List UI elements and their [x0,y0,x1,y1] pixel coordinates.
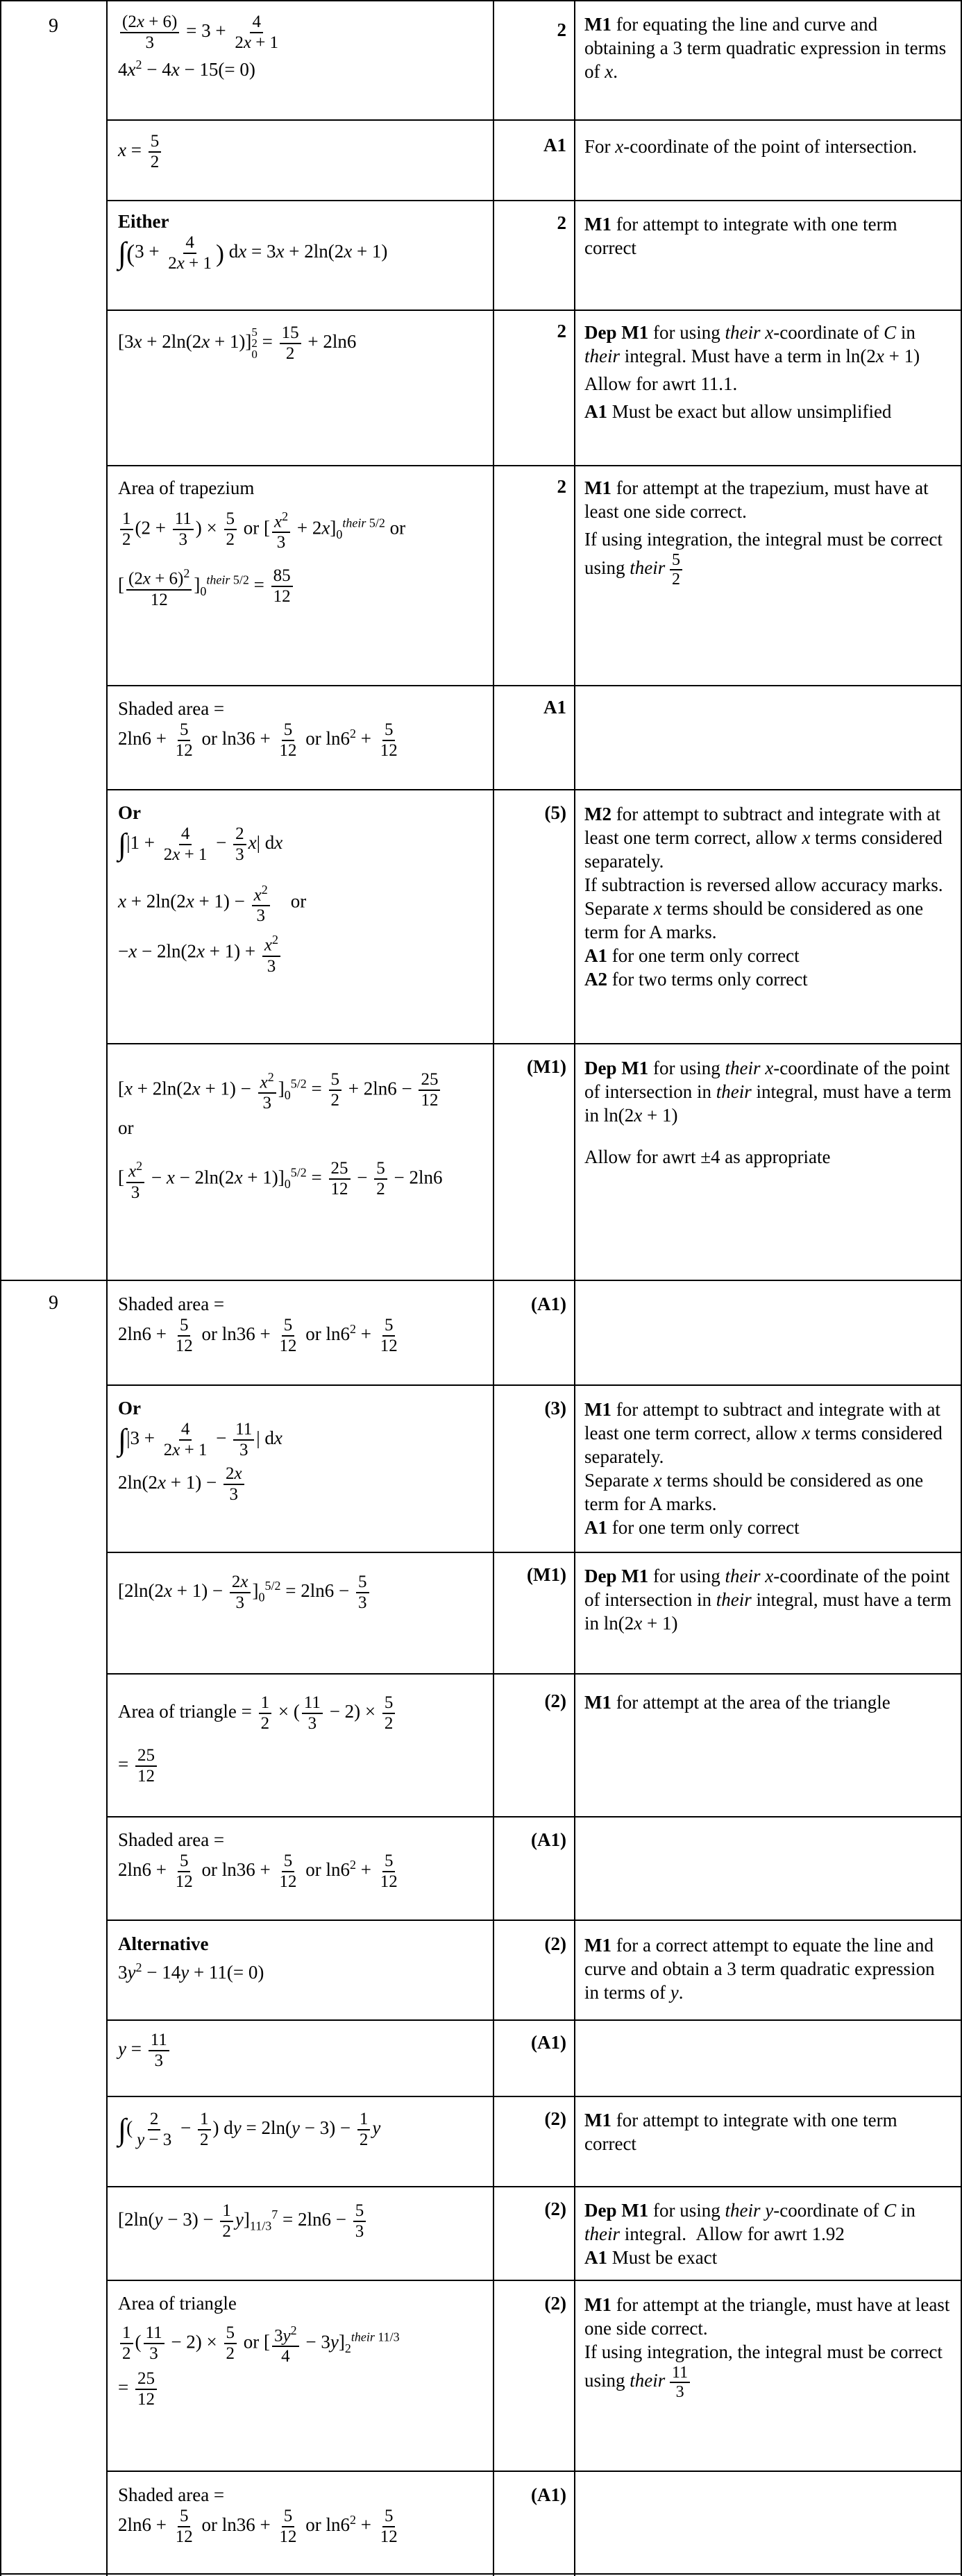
table-border [493,1281,494,2576]
row-divider [106,789,962,790]
guidance-cell: Dep M1 for using their y-coordinate of C in their integral. Allow for awrt 1.92 A1 Must be exact [584,2200,915,2268]
mark: (M1) [527,1056,566,1077]
working-cell: ∫( $\frac{2}{y - 3}$ − $\frac{1}{2}$ ) dy = 2ln(y − 3) − $\frac{1}{2}$ y [118,2110,381,2149]
mark: 2 [557,476,566,497]
mark: (2) [544,2293,566,2314]
mark: (A1) [531,2032,566,2053]
guidance-cell: M1 for attempt at the trapezium, must have at least one side correct. If using integration, the integral must be correct using their $\frac{5}{2}$ [584,477,943,588]
mark: (2) [544,1933,566,1954]
guidance-cell: Dep M1 for using their x-coordinate of the point of intersection in their integral, must have a term in ln(2x + 1) [584,1566,952,1634]
working-cell [118,12,486,81]
mark: (2) [544,2198,566,2219]
guidance-cell: M1 for a correct attempt to equate the line and curve and obtain a 3 term quadratic expression in terms of y. [584,1935,935,2003]
working-cell: Or ∫|1 + $\frac{4}{2x + 1}$ − $\frac{2}{3}$ x| dx x + 2ln(2x + 1) − $\frac{x^2}{3}$ or −x − 2ln(2x + 1) + $\frac{x^2}{3}$ [118,802,307,976]
table-border [106,0,108,1281]
working-cell: Area of trapezium $\frac{1}{2}$ (2 + $\frac{11}{3}$ ) × $\frac{5}{2}$ or [ $\frac{x^2}{3}$ + $2x]_0^{their 5/2}$ or [ $\frac{(2x + 6)^2}{12}$ ]$_0^{their 5/2}$ = $\frac{85}{12}$ [118,477,406,609]
row-divider [106,1552,962,1553]
guidance-cell: For x-coordinate of the point of intersection. [584,136,918,157]
row-divider [106,685,962,686]
mark: (A1) [531,1294,566,1314]
mark: (3) [544,1398,566,1418]
row-divider [106,1920,962,1921]
table-border-left [0,1281,1,2576]
guidance-cell: M1 for equating the line and curve and obtaining a 3 term quadratic expression in terms of x. [584,14,947,82]
equation: $4x^2 - 4x - 15(= 0)$ [118,58,255,80]
mark: (M1) [527,1564,566,1585]
row-divider [106,1816,962,1817]
guidance-cell: Dep M1 for using their x-coordinate of the point of intersection in their integral, must have a term in ln(2x + 1) Allow for awrt ±4 as appropriate [584,1058,952,1167]
equation: $\frac{(2x + 6)}{3}$ = 3 + $\frac{4}{2x + 1}$ [118,12,486,53]
table-border-top [0,0,962,1]
working-cell: Shaded area = 2ln6 + $\frac{5}{12}$ or ln36 + $\frac{5}{12}$ or $\ln 6^2$ + $\frac{5}{12}$ [118,698,398,760]
guidance-cell: M1 for attempt to subtract and integrate with at least one term correct, allow x terms considered separately. Separate x terms should be considered as one term for A marks. A1 for one term only correct [584,1399,943,1538]
question-number: 9 [49,15,58,37]
table-border [493,0,494,1281]
guidance-cell: Dep M1 for using their x-coordinate of C in their integral. Must have a term in ln(2x + 1) Allow for awrt 11.1. A1 Must be exact but allow unsimplified [584,322,920,422]
mark: A1 [543,697,566,718]
mark: 2 [557,321,566,341]
mark: 2 [557,212,566,233]
section-divider [0,1280,962,1281]
row-divider [106,2471,962,2472]
mark: (A1) [531,1829,566,1850]
working-cell: y = $\frac{11}{3}$ [118,2031,493,2071]
guidance-cell: M1 for attempt to integrate with one term correct [584,2110,897,2154]
row-divider [106,2019,962,2021]
mark: A1 [543,135,566,155]
mark: (2) [544,1690,566,1711]
row-divider [106,1043,962,1044]
table-border-bottom [0,2573,962,2575]
table-border-left [0,0,1,1281]
guidance-cell: M2 for attempt to subtract and integrate with at least one term correct, allow x terms considered separately. If subtraction is reversed allow accuracy marks. Separate x terms should be considered as one term for A marks. A1 for one term only correct A2 for two terms only correct [584,804,943,990]
row-divider [106,119,962,121]
row-divider [106,1673,962,1675]
working-cell: Area of triangle $\frac{1}{2}$ ( $\frac{11}{3}$ − 2) × $\frac{5}{2}$ or [ $\frac{3y^2}{4}$ − $3y]_2^{their 11/3}$ = $\frac{25}{12}$ [118,2293,400,2409]
guidance-cell: M1 for attempt to integrate with one term correct [584,214,897,258]
working-cell: Shaded area = 2ln6 + $\frac{5}{12}$ or ln36 + $\frac{5}{12}$ or $\ln 6^2$ + $\frac{5}{12}$ [118,1829,398,1891]
question-number: 9 [49,1292,58,1314]
row-divider [106,2096,962,2097]
row-divider [106,465,962,466]
working-cell: Either ∫(3 + $\frac{4}{2x + 1}$ ) dx = 3x + 2ln(2x + 1) [118,211,388,273]
table-border [574,1281,575,2576]
mark: 2 [557,19,566,40]
working-cell: [2ln(y − 3) − $\frac{1}{2}$ $y]_{11/3}^7 = 2\ln 6$ − $\frac{5}{3}$ [118,2201,493,2242]
mark: (2) [544,2108,566,2129]
working-cell: Or ∫|3 + $\frac{4}{2x + 1}$ − $\frac{11}{3}$ | dx 2ln(2x + 1) − $\frac{2x}{3}$ [118,1398,282,1504]
mark: (A1) [531,2484,566,2505]
row-divider [106,2280,962,2281]
row-divider [106,200,962,201]
table-border [106,1281,108,2576]
row-divider [106,2186,962,2187]
guidance-cell: M1 for attempt at the triangle, must have at least one side correct. If using integration, the integral must be correct using their $\frac{11}{3}$ [584,2294,950,2401]
row-divider [106,310,962,311]
working-cell: Shaded area = 2ln6 + $\frac{5}{12}$ or ln36 + $\frac{5}{12}$ or $\ln 6^2$ + $\frac{5}{12}$ [118,1294,398,1355]
working-cell: Area of triangle = $\frac{1}{2}$ × ( $\frac{11}{3}$ − 2) × $\frac{5}{2}$ = $\frac{25}{12}$ [118,1693,493,1786]
working-cell: [3x + 2ln(2x + 1)] 5 2 0 = $\frac{15}{2}$ + 2ln6 [118,323,357,363]
working-cell: Shaded area = 2ln6 + $\frac{5}{12}$ or ln36 + $\frac{5}{12}$ or $\ln 6^2$ + $\frac{5}{12}$ [118,2484,398,2546]
row-divider [106,1384,962,1386]
working-cell: [x + 2ln(2x + 1) − $\frac{x^2}{3}$ ]$_0^{5/2}$ = $\frac{5}{2}$ + 2ln6 − $\frac{25}{12}$ or [ $\frac{x^2}{3}$ − $x - 2\ln(2x + 1)]_0^{5/2}$ = $\frac{25}{12}$ − $\frac{5}{2}$ − 2ln6 [118,1055,493,1203]
working-cell: [2ln(2x + 1) − $\frac{2x}{3}$ ]$_0^{5/2} = 2\ln 6$ − $\frac{5}{3}$ [118,1566,493,1613]
working-cell: x = $\frac{5}{2}$ [118,132,486,172]
table-border [574,0,575,1281]
working-cell: Alternative $3y^2 - 14y + 11(= 0)$ [118,1933,264,1983]
guidance-cell: M1 for attempt at the area of the triangle [584,1692,891,1713]
mark: (5) [544,802,566,823]
